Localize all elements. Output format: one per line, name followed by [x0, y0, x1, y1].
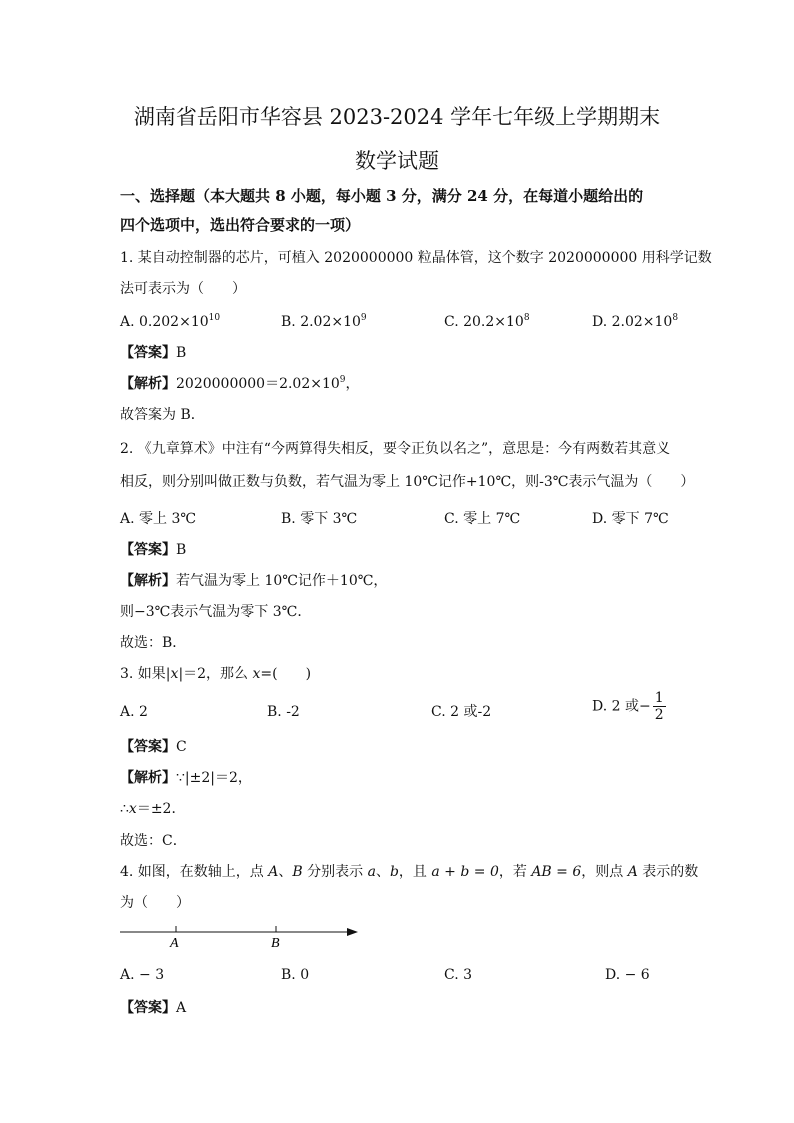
q1-option-c: C. $20.2\times 10^8$	[444, 313, 530, 330]
q4-stem-line2: 为（ ）	[120, 895, 190, 911]
exam-subtitle: 数学试题	[355, 149, 439, 173]
q2-option-a: A. 零上 3℃	[120, 511, 197, 527]
q3-analysis-line2: ∴x＝±2．	[120, 801, 186, 817]
q3-option-d-fraction: $\frac{1}{2}$	[654, 690, 664, 723]
q1-option-a: A. $0.202\times 10^{10}$	[120, 313, 221, 330]
label-b: B	[271, 936, 280, 951]
q3-option-d: D. 2 或− $\frac{1}{2}$	[592, 690, 664, 723]
q4-option-d: D. − 6	[605, 967, 650, 983]
q2-stem-line1: 2. 《九章算术》中注有“今两算得失相反，要令正负以名之”，意思是：今有两数若其意义	[120, 441, 671, 457]
q4-stem-line1: 4. 如图，在数轴上，点 A、B 分别表示 a、b，且 a + b = 0，若 AB = 6，则点 A 表示的数	[120, 864, 699, 880]
q2-conclusion: 故选：B．	[120, 635, 187, 651]
q3-stem: 3. 如果|x|＝2，那么 x=( )	[120, 666, 312, 682]
q3-answer: 【答案】C	[120, 739, 187, 755]
section-heading-line2: 四个选项中，选出符合要求的一项）	[120, 216, 361, 234]
q2-option-b: B. 零下 3℃	[281, 511, 358, 527]
q1-option-b: B. $2.02\times 10^9$	[281, 313, 367, 330]
q2-option-c: C. 零上 7℃	[444, 511, 521, 527]
label-a: A	[170, 936, 179, 951]
exam-title: 湖南省岳阳市华容县 2023-2024 学年七年级上学期期末	[133, 105, 661, 129]
q3-conclusion: 故选：C．	[120, 833, 187, 849]
q1-answer: 【答案】B	[120, 345, 187, 361]
q1-stem-line2: 法可表示为（ ）	[120, 281, 246, 297]
q3-analysis-line1: 【解析】∵|±2|＝2，	[120, 770, 252, 786]
q2-analysis-line2: 则−3℃表示气温为零下 3℃．	[120, 604, 312, 620]
q3-option-a: A. 2	[120, 704, 148, 720]
number-line-arrow	[347, 928, 358, 936]
q4-option-a: A. − 3	[120, 967, 165, 983]
q1-conclusion: 故答案为 B．	[120, 407, 205, 423]
q4-option-b: B. 0	[281, 967, 310, 983]
q1-stem-line1: 1. 某自动控制器的芯片，可植入 2020000000 粒晶体管，这个数字 2020000000 用科学记数	[120, 250, 712, 266]
q2-stem-line2: 相反，则分别叫做正数与负数，若气温为零上 10℃记作+10℃，则-3℃表示气温为（ ）	[120, 474, 695, 490]
q2-analysis-line1: 【解析】若气温为零上 10℃记作＋10℃，	[120, 573, 388, 589]
q3-option-c: C. 2 或-2	[431, 704, 492, 720]
q2-option-d: D. 零下 7℃	[592, 511, 669, 527]
q4-answer: 【答案】A	[120, 1000, 187, 1016]
section-heading-line1: 一、选择题（本大题共 8 小题，每小题 3 分，满分 24 分，在每道小题给出的	[120, 187, 644, 205]
q1-analysis: 【解析】$2020000000=2.02\times 10^9$，	[120, 375, 360, 392]
number-line-figure	[115, 920, 365, 952]
q4-option-c: C. 3	[444, 967, 473, 983]
q2-answer: 【答案】B	[120, 542, 187, 558]
q1-option-d: D. $2.02\times 10^8$	[592, 313, 679, 330]
q3-option-b: B. -2	[267, 704, 300, 720]
